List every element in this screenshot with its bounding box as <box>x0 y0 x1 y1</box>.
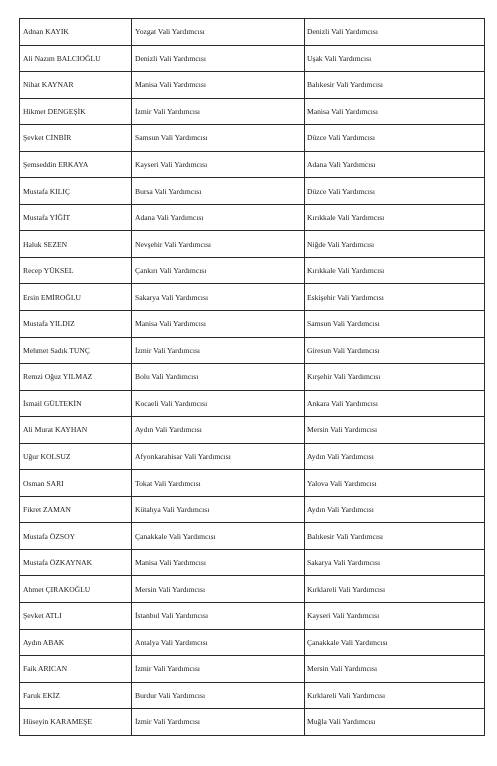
new-post-cell: Kırıkkale Vali Yardımcısı <box>305 257 485 284</box>
new-post-cell: Balıkesir Vali Yardımcısı <box>305 72 485 99</box>
new-post-cell: Uşak Vali Yardımcısı <box>305 45 485 72</box>
table-row <box>20 470 485 497</box>
name-cell: Şevket CİNBİR <box>20 125 132 152</box>
table-row <box>20 364 485 391</box>
new-post-cell: Muğla Vali Yardımcısı <box>305 709 485 736</box>
table-row <box>20 417 485 444</box>
name-cell: Ali Murat KAYHAN <box>20 417 132 444</box>
current-post-cell: Samsun Vali Yardımcısı <box>132 125 305 152</box>
name-cell: Şemseddin ERKAYA <box>20 151 132 178</box>
table-row <box>20 682 485 709</box>
table-row <box>20 151 485 178</box>
table-row <box>20 496 485 523</box>
table-row <box>20 19 485 46</box>
current-post-cell: Yozgat Vali Yardımcısı <box>132 19 305 46</box>
current-post-cell: Mersin Vali Yardımcısı <box>132 576 305 603</box>
table-row <box>20 629 485 656</box>
new-post-cell: Giresun Vali Yardımcısı <box>305 337 485 364</box>
current-post-cell: Çanakkale Vali Yardımcısı <box>132 523 305 550</box>
new-post-cell: Samsun Vali Yardımcısı <box>305 311 485 338</box>
current-post-cell: İzmir Vali Yardımcısı <box>132 709 305 736</box>
current-post-cell: Kocaeli Vali Yardımcısı <box>132 390 305 417</box>
name-cell: Remzi Oğuz YILMAZ <box>20 364 132 391</box>
current-post-cell: İstanbul Vali Yardımcısı <box>132 603 305 630</box>
new-post-cell: Adana Vali Yardımcısı <box>305 151 485 178</box>
current-post-cell: Çankırı Vali Yardımcısı <box>132 257 305 284</box>
current-post-cell: Manisa Vali Yardımcısı <box>132 72 305 99</box>
name-cell: Faik ARICAN <box>20 656 132 683</box>
table-row <box>20 231 485 258</box>
table-row <box>20 337 485 364</box>
new-post-cell: Çanakkale Vali Yardımcısı <box>305 629 485 656</box>
current-post-cell: İzmir Vali Yardımcısı <box>132 98 305 125</box>
new-post-cell: Aydın Vali Yardımcısı <box>305 443 485 470</box>
current-post-cell: Afyonkarahisar Vali Yardımcısı <box>132 443 305 470</box>
table-row <box>20 178 485 205</box>
new-post-cell: Mersin Vali Yardımcısı <box>305 656 485 683</box>
current-post-cell: Aydın Vali Yardımcısı <box>132 417 305 444</box>
current-post-cell: Denizli Vali Yardımcısı <box>132 45 305 72</box>
new-post-cell: Denizli Vali Yardımcısı <box>305 19 485 46</box>
new-post-cell: Aydın Vali Yardımcısı <box>305 496 485 523</box>
current-post-cell: Sakarya Vali Yardımcısı <box>132 284 305 311</box>
new-post-cell: Kırklareli Vali Yardımcısı <box>305 682 485 709</box>
name-cell: Mustafa ÖZKAYNAK <box>20 549 132 576</box>
current-post-cell: Bolu Vali Yardımcısı <box>132 364 305 391</box>
table-row <box>20 284 485 311</box>
current-post-cell: Kütahya Vali Yardımcısı <box>132 496 305 523</box>
name-cell: Adnan KAYIK <box>20 19 132 46</box>
new-post-cell: Mersin Vali Yardımcısı <box>305 417 485 444</box>
new-post-cell: Niğde Vali Yardımcısı <box>305 231 485 258</box>
table-row <box>20 549 485 576</box>
current-post-cell: Tokat Vali Yardımcısı <box>132 470 305 497</box>
appointment-table-body <box>20 19 485 736</box>
name-cell: Hikmet DENGEŞİK <box>20 98 132 125</box>
new-post-cell: Balıkesir Vali Yardımcısı <box>305 523 485 550</box>
name-cell: Osman SARI <box>20 470 132 497</box>
current-post-cell: Antalya Vali Yardımcısı <box>132 629 305 656</box>
table-row <box>20 72 485 99</box>
name-cell: Ali Nazım BALCIOĞLU <box>20 45 132 72</box>
table-row <box>20 125 485 152</box>
current-post-cell: Nevşehir Vali Yardımcısı <box>132 231 305 258</box>
name-cell: Mustafa YILDIZ <box>20 311 132 338</box>
name-cell: Mustafa ÖZSOY <box>20 523 132 550</box>
table-row <box>20 257 485 284</box>
new-post-cell: Ankara Vali Yardımcısı <box>305 390 485 417</box>
new-post-cell: Düzce Vali Yardımcısı <box>305 178 485 205</box>
new-post-cell: Manisa Vali Yardımcısı <box>305 98 485 125</box>
table-row <box>20 443 485 470</box>
new-post-cell: Yalova Vali Yardımcısı <box>305 470 485 497</box>
current-post-cell: Burdur Vali Yardımcısı <box>132 682 305 709</box>
name-cell: Ahmet ÇIRAKOĞLU <box>20 576 132 603</box>
table-row <box>20 98 485 125</box>
table-row <box>20 204 485 231</box>
name-cell: Ersin EMİROĞLU <box>20 284 132 311</box>
table-row <box>20 45 485 72</box>
name-cell: Recep YÜKSEL <box>20 257 132 284</box>
name-cell: Aydın ABAK <box>20 629 132 656</box>
name-cell: Mustafa YİĞİT <box>20 204 132 231</box>
table-row <box>20 390 485 417</box>
current-post-cell: Adana Vali Yardımcısı <box>132 204 305 231</box>
name-cell: Nihat KAYNAR <box>20 72 132 99</box>
name-cell: Mehmet Sadık TUNÇ <box>20 337 132 364</box>
table-row <box>20 523 485 550</box>
new-post-cell: Kırşehir Vali Yardımcısı <box>305 364 485 391</box>
current-post-cell: İzmir Vali Yardımcısı <box>132 337 305 364</box>
name-cell: Fikret ZAMAN <box>20 496 132 523</box>
new-post-cell: Kırıkkale Vali Yardımcısı <box>305 204 485 231</box>
new-post-cell: Düzce Vali Yardımcısı <box>305 125 485 152</box>
new-post-cell: Sakarya Vali Yardımcısı <box>305 549 485 576</box>
name-cell: Mustafa KILIÇ <box>20 178 132 205</box>
new-post-cell: Kayseri Vali Yardımcısı <box>305 603 485 630</box>
table-row <box>20 311 485 338</box>
table-row <box>20 709 485 736</box>
name-cell: Faruk EKİZ <box>20 682 132 709</box>
name-cell: Haluk SEZEN <box>20 231 132 258</box>
name-cell: Uğur KOLSUZ <box>20 443 132 470</box>
name-cell: İsmail GÜLTEKİN <box>20 390 132 417</box>
new-post-cell: Eskişehir Vali Yardımcısı <box>305 284 485 311</box>
current-post-cell: Manisa Vali Yardımcısı <box>132 311 305 338</box>
current-post-cell: Manisa Vali Yardımcısı <box>132 549 305 576</box>
appointment-table <box>19 18 485 736</box>
current-post-cell: Kayseri Vali Yardımcısı <box>132 151 305 178</box>
name-cell: Hüseyin KARAMEŞE <box>20 709 132 736</box>
current-post-cell: Bursa Vali Yardımcısı <box>132 178 305 205</box>
name-cell: Şevket ATLI <box>20 603 132 630</box>
current-post-cell: İzmir Vali Yardımcısı <box>132 656 305 683</box>
table-row <box>20 576 485 603</box>
table-row <box>20 603 485 630</box>
table-row <box>20 656 485 683</box>
new-post-cell: Kırklareli Vali Yardımcısı <box>305 576 485 603</box>
